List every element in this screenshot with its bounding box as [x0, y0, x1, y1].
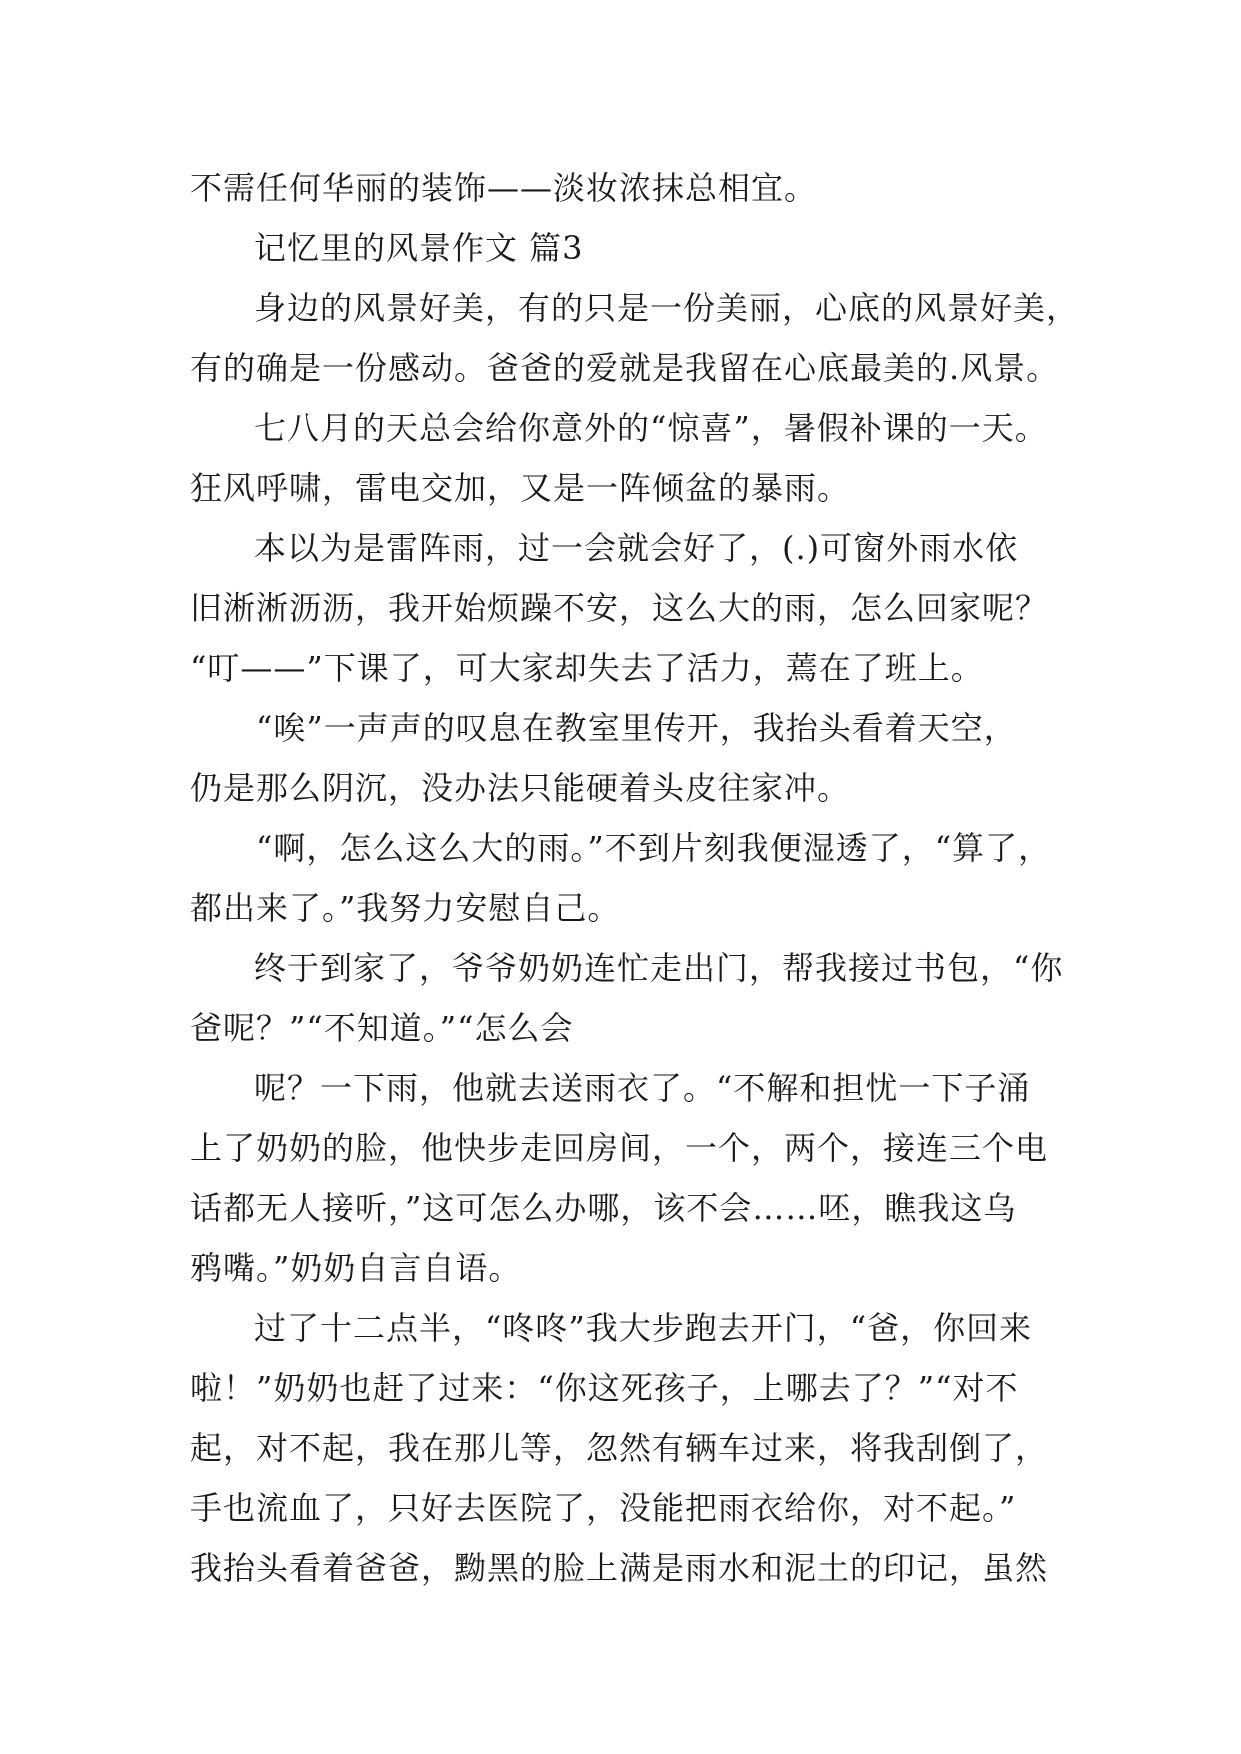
text-line: 手也流血了，只好去医院了，没能把雨衣给你，对不起。” [190, 1489, 1017, 1527]
text-line: 啦！”奶奶也赶了过来：“你这死孩子，上哪去了？”“对不 [190, 1369, 1019, 1407]
text-line: 有的确是一份感动。爸爸的爱就是我留在心底最美的.风景。 [190, 349, 1060, 387]
text-line: “啊，怎么这么大的雨。”不到片刻我便湿透了，“算了， [256, 829, 1052, 867]
text-line: 爸呢？”“不知道。”“怎么会 [190, 1009, 574, 1047]
text-line: 过了十二点半，“咚咚”我大步跑去开门，“爸，你回来 [254, 1309, 1033, 1347]
text-line: 不需任何华丽的装饰——淡妆浓抹总相宜。 [190, 169, 818, 207]
text-line: 七八月的天总会给你意外的“惊喜”，暑假补课的一天。 [254, 409, 1048, 447]
text-line: 我抬头看着爸爸，黝黑的脸上满是雨水和泥土的印记，虽然 [190, 1549, 1049, 1587]
text-line: 呢？一下雨，他就去送雨衣了。“不解和担忧一下子涌 [254, 1069, 1031, 1107]
text-line: 都出来了。”我努力安慰自己。 [190, 889, 621, 927]
text-line: 话都无人接听，”这可怎么办哪，该不会……呸，瞧我这乌 [190, 1189, 1017, 1227]
text-line: 终于到家了，爷爷奶奶连忙走出门，帮我接过书包，“你 [254, 949, 1064, 987]
text-line: 本以为是雷阵雨，过一会就会好了，(.)可窗外雨水依 [254, 529, 1019, 567]
text-line: 狂风呼啸，雷电交加，又是一阵倾盆的暴雨。 [190, 469, 851, 507]
section-heading: 记忆里的风景作文 篇3 [254, 229, 584, 267]
text-line: “唉”一声声的叹息在教室里传开，我抬头看着天空， [256, 709, 1017, 747]
text-line: 身边的风景好美，有的只是一份美丽，心底的风景好美， [254, 289, 1080, 327]
text-line: 起，对不起，我在那儿等，忽然有辆车过来，将我刮倒了， [190, 1429, 1049, 1467]
text-line: 旧淅淅沥沥，我开始烦躁不安，这么大的雨，怎么回家呢？ [190, 589, 1049, 627]
text-line: 鸦嘴。”奶奶自言自语。 [190, 1249, 522, 1287]
text-line: “叮——”下课了，可大家却失去了活力，蔫在了班上。 [190, 649, 984, 687]
text-line: 仍是那么阴沉，没办法只能硬着头皮往家冲。 [190, 769, 851, 807]
text-line: 上了奶奶的脸，他快步走回房间，一个，两个，接连三个电 [190, 1129, 1049, 1167]
